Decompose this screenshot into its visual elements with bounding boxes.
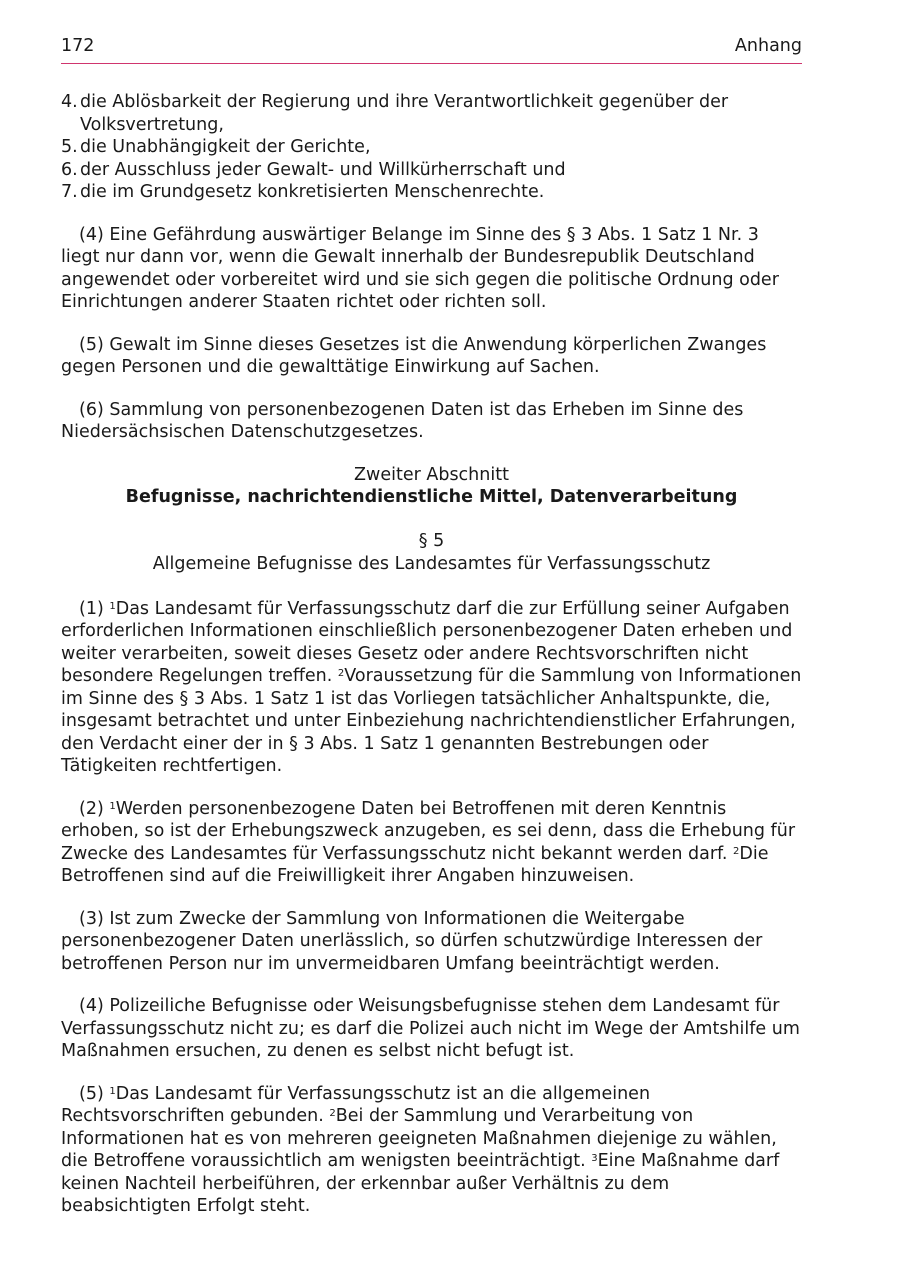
section-label: Zweiter Abschnitt xyxy=(354,464,509,485)
s5-paragraph-2 xyxy=(61,798,802,888)
law-heading xyxy=(61,530,802,576)
list-item-number: 4. xyxy=(61,92,78,112)
s5-paragraph-1 xyxy=(61,598,802,778)
list-item xyxy=(61,91,802,136)
list-item-text: der Ausschluss jeder Gewalt- und Willkürherrschaft und xyxy=(80,159,566,180)
sentence-mark: 1 xyxy=(109,800,116,812)
sentence: Bei der Sammlung und Verarbeitung von Informationen hat es von mehreren geeigneten Maßnahmen diejenige zu wählen, die Betroffene voraussichtlich am wenigsten beeinträchtigt. xyxy=(61,1106,777,1171)
list-item-text: die Ablösbarkeit der Regierung und ihre Verantwortlichkeit gegenüber der Volksvertretung, xyxy=(80,92,729,135)
s5-paragraph-4: (4) Polizeiliche Befugnisse oder Weisungsbefugnisse stehen dem Landesamt für Verfassungsschutz nicht zu; es darf die Polizei auch nicht im Wege der Amtshilfe um Maßnahmen ersuchen, zu denen es selbst nicht befugt ist. xyxy=(61,996,800,1061)
paragraph-6: (6) Sammlung von personenbezogenen Daten ist das Erheben im Sinne des Niedersächsischen Datenschutzgesetzes. xyxy=(61,399,744,442)
paragraph-lead: (5) xyxy=(79,1083,110,1104)
list-item-text: die Unabhängigkeit der Gerichte, xyxy=(80,137,371,157)
enumerated-list xyxy=(61,91,802,204)
sentence: Die Betroffenen sind auf die Freiwilligkeit ihrer Angaben hinzuweisen. xyxy=(61,843,769,886)
sentence: Werden personenbezogene Daten bei Betroffenen mit deren Kenntnis erhoben, so ist der Erhebungszweck anzugeben, es sei denn, dass die Erhebung für Zwecke des Landesamtes für Verfassungsschutz nicht bekannt werden darf. xyxy=(61,798,796,864)
page-body xyxy=(61,91,802,1218)
paragraph-5: (5) Gewalt im Sinne dieses Gesetzes ist die Anwendung körperlichen Zwanges gegen Personen und die gewalttätige Einwirkung auf Sachen. xyxy=(61,334,767,377)
list-item xyxy=(61,159,802,182)
section-heading xyxy=(61,464,802,509)
sentence-mark: 2 xyxy=(733,845,740,857)
sentence-mark: 1 xyxy=(109,1085,116,1097)
sentence-mark: 2 xyxy=(329,1108,336,1119)
sentence-mark: 3 xyxy=(591,1153,598,1164)
section-title: Befugnisse, nachrichtendienstliche Mittel, Datenverarbeitung xyxy=(125,487,738,507)
sentence-mark: 2 xyxy=(337,668,345,679)
page-header xyxy=(61,36,802,64)
list-item-number: 6. xyxy=(61,159,78,180)
list-item xyxy=(61,136,802,159)
s5-paragraph-5 xyxy=(61,1083,802,1218)
list-item xyxy=(61,181,802,204)
paragraph-4: (4) Eine Gefährdung auswärtiger Belange im Sinne des § 3 Abs. 1 Satz 1 Nr. 3 liegt nur dann vor, wenn die Gewalt innerhalb der Bundesrepublik Deutschland angewendet oder vorbereitet wird und sie sich gegen die politische Ordnung oder Einrichtungen anderer Staaten richtet oder richten soll. xyxy=(61,224,779,312)
law-title: Allgemeine Befugnisse des Landesamtes für Verfassungsschutz xyxy=(152,554,711,574)
running-section-title: Anhang xyxy=(734,36,802,56)
list-item-number: 5. xyxy=(61,137,78,157)
law-number: § 5 xyxy=(418,530,445,551)
sentence: Das Landesamt für Verfassungsschutz ist an die allgemeinen Rechtsvorschriften gebunden. xyxy=(61,1083,651,1126)
sentence-mark: 1 xyxy=(109,600,116,612)
paragraph-lead: (1) xyxy=(79,598,110,619)
sentence: Das Landesamt für Verfassungsschutz darf die zur Erfüllung seiner Aufgaben erforderlichen Informationen einschließlich personenbezogener Daten erheben und weiter verarbeiten, soweit dieses Gesetz oder andere Rechtsvorschriften nicht besondere Regelungen treffen. xyxy=(61,598,793,686)
paragraph-lead: (2) xyxy=(79,798,110,819)
list-item-text: die im Grundgesetz konkretisierten Menschenrechte. xyxy=(80,182,545,202)
list-item-number: 7. xyxy=(61,182,78,202)
s5-paragraph-3: (3) Ist zum Zwecke der Sammlung von Informationen die Weitergabe personenbezogener Daten unerlässlich, so dürfen schutzwürdige Interessen der betroffenen Person nur im unvermeidbaren Umfang beeinträchtigt werden. xyxy=(61,908,763,974)
page-number: 172 xyxy=(61,36,95,56)
sentence: Eine Maßnahme darf keinen Nachteil herbeiführen, der erkennbar außer Verhältnis zu dem beabsichtigten Erfolgt steht. xyxy=(61,1151,780,1216)
sentence: Voraussetzung für die Sammlung von Informationen im Sinne des § 3 Abs. 1 Satz 1 ist das Vorliegen tatsächlicher Anhaltspunkte, die, insgesamt betrachtet und unter Einbeziehung nachrichtendienstlicher Erfahrungen, den Verdacht einer der in § 3 Abs. 1 Satz 1 genannten Bestrebungen oder Tätigkeiten rechtfertigen. xyxy=(61,666,802,776)
